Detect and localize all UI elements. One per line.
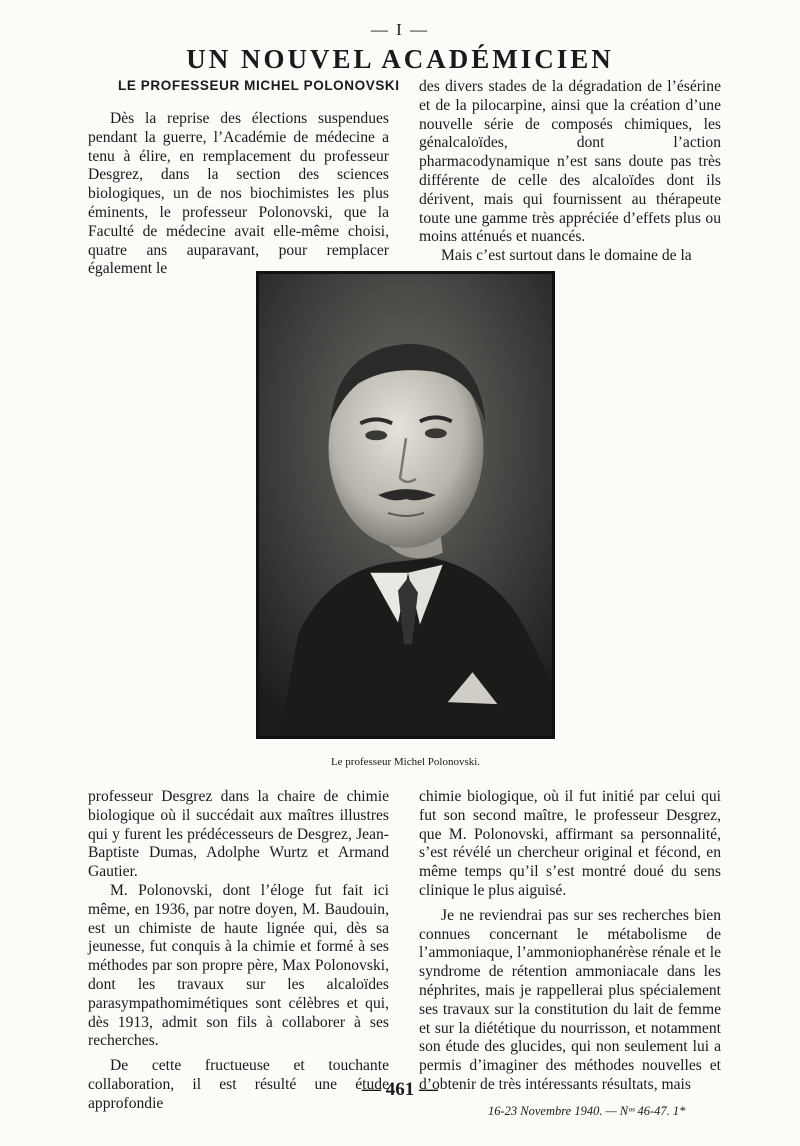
article-subhead: LE PROFESSEUR MICHEL POLONOVSKI xyxy=(118,78,400,93)
paragraph: professeur Desgrez dans la chaire de chimie biologique où il succédait aux maîtres illustres qui y furent les prédécesseurs de Desgrez, Jean-Baptiste Dumas, Adolphe Wurtz et Armand Gautier. xyxy=(88,788,389,881)
issue-folio: 16-23 Novembre 1940. — Nᵒˢ 46-47. 1* xyxy=(488,1104,686,1118)
photo-caption: Le professeur Michel Polonovski. xyxy=(330,756,481,768)
paragraph: Mais c’est surtout dans le domaine de la xyxy=(441,247,692,265)
paragraph: M. Polonovski, dont l’éloge fut fait ici même, en 1936, par notre doyen, M. Baudouin, est un chimiste de haute lignée qui, dès sa jeunesse, fut conquis à la chimie et formé à ses méthodes par son propre père, Max Polonovski, dont les travaux sur les alcaloïdes parasympathomimétiques sont célèbres et qui, dès 1913, admit son fils à collaborer à ses recherches. xyxy=(88,881,389,1050)
paragraph: chimie biologique, où il fut initié par celui qui fut son second maître, le professeur Desgrez, que M. Polonovski, affirmant sa personnalité, s’est révélé un chercheur original et fécond, en même temps qu’il s’est montré doué du sens clinique le plus aiguisé. xyxy=(419,788,721,899)
column-bottom-left xyxy=(88,788,389,1114)
paragraph: De cette fructueuse et touchante collaboration, il est résulté une étude approfondie xyxy=(88,1057,389,1112)
portrait-photo xyxy=(256,271,555,739)
column-top-left xyxy=(88,110,389,279)
paragraph: des divers stades de la dégradation de l’ésérine et de la pilocarpine, ainsi que la création d’une nouvelle série de composés chimiques, les génalcaloïdes, dont l’action pharmacodynamique n’est sans doute pas très différente de celle des alcaloïdes dont ils dérivent, mais qui fournissent au thérapeute toute une gamme très appréciée d’effets plus ou moins atténués et nuancés. xyxy=(419,78,721,246)
column-top-right xyxy=(419,78,721,266)
page-number: — 461 — xyxy=(362,1079,438,1100)
paragraph: Dès la reprise des élections suspendues pendant la guerre, l’Académie de médecine a tenu à élire, en remplacement du professeur Desgrez, dans la section des sciences biologiques, un de nos biochimistes les plus éminents, le professeur Polonovski, que la Faculté de médecine avait elle-même choisi, quatre ans auparavant, pour remplacer également le xyxy=(88,110,389,278)
column-bottom-right xyxy=(419,788,721,1095)
paragraph: Je ne reviendrai pas sur ses recherches bien connues concernant le métabolisme de l’ammoniaque, l’ammoniophanérèse rénale et le syndrome de rétention ammoniacale dans les néphrites, mais je rappellerai plus spécialement ses travaux sur la constitution du lait de femme et sur la diététique du nourrisson, et notamment son étude des glucides, qui non seulement lui a permis d’imaginer des méthodes nouvelles et d’obtenir de très intéressants résultats, mais xyxy=(419,906,721,1093)
section-mark: — I — xyxy=(370,20,430,39)
article-headline: UN NOUVEL ACADÉMICIEN xyxy=(186,44,614,74)
portrait-image xyxy=(259,274,552,736)
